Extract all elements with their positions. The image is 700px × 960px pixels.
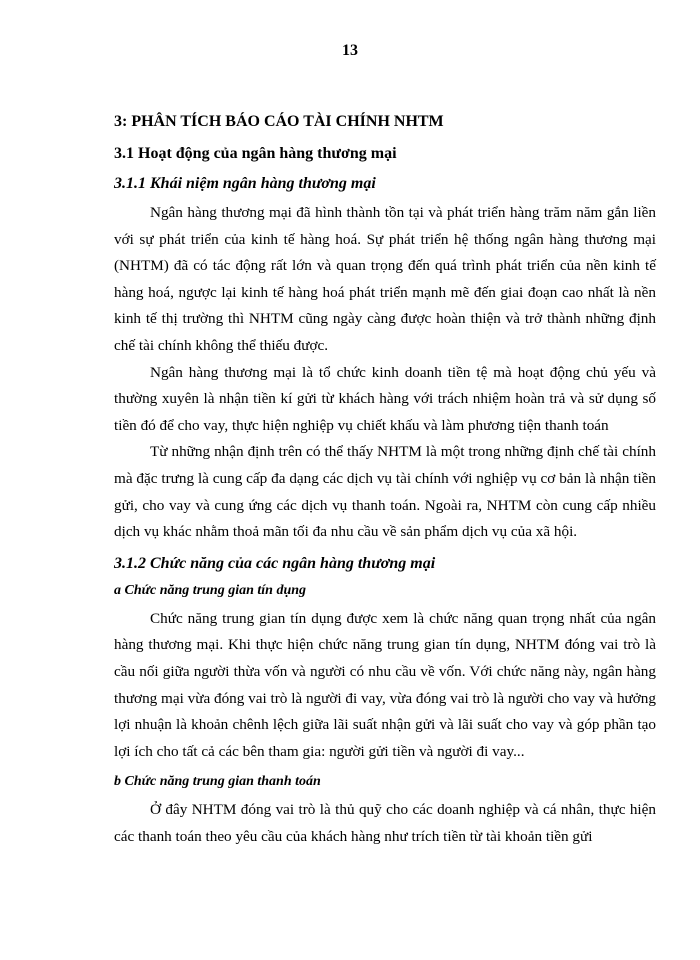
- paragraph: Ở đây NHTM đóng vai trò là thủ quỹ cho các doanh nghiệp và cá nhân, thực hiện các thanh toán theo yêu cầu của khách hàng như trích tiền từ tài khoản tiền gửi: [114, 801, 656, 845]
- paragraph: Chức năng trung gian tín dụng được xem là chức năng quan trọng nhất của ngân hàng thương mại. Khi thực hiện chức năng trung gian tín dụng, NHTM đóng vai trò là cầu nối giữa người thừa vốn và người có nhu cầu về vốn. Với chức năng này, ngân hàng thương mại vừa đóng vai trò là người đi vay, vừa đóng vai trò là người cho vay và hưởng lợi nhuận là khoản chênh lệch giữa lãi suất nhận gửi và lãi suất cho vay và góp phần tạo lợi ích cho tất cả các bên tham gia: người gửi tiền và người đi vay...: [114, 609, 656, 760]
- page-content: [114, 110, 656, 850]
- item-heading-a: a Chức năng trung gian tín dụng: [114, 582, 307, 598]
- subsection-heading-3-1-2: 3.1.2 Chức năng của các ngân hàng thương mại: [114, 554, 436, 572]
- chapter-heading: 3: PHÂN TÍCH BÁO CÁO TÀI CHÍNH NHTM: [114, 113, 444, 130]
- subsection-heading-3-1-1: 3.1.1 Khái niệm ngân hàng thương mại: [114, 175, 376, 192]
- item-heading-b: b Chức năng trung gian thanh toán: [114, 774, 321, 790]
- paragraph: Từ những nhận định trên có thể thấy NHTM là một trong những định chế tài chính mà đặc trưng là cung cấp đa dạng các dịch vụ tài chính với nghiệp vụ cơ bản là nhận tiền gửi, cho vay và cung ứng các dịch vụ thanh toán. Ngoài ra, NHTM còn cung cấp nhiều dịch vụ khác nhằm thoả mãn tối đa nhu cầu về sản phẩm dịch vụ của xã hội.: [114, 443, 656, 541]
- paragraph: Ngân hàng thương mại đã hình thành tồn tại và phát triển hàng trăm năm gắn liền với sự phát triển của kinh tế hàng hoá. Sự phát triển hệ thống ngân hàng thương mại (NHTM) đã có tác động rất lớn và quan trọng đến quá trình phát triển của nền kinh tế hàng hoá, ngược lại kinh tế hàng hoá phát triển mạnh mẽ đến giai đoạn cao nhất là nền kinh tế thị trường thì NHTM cũng ngày càng được hoàn thiện và trở thành những định chế tài chính không thể thiếu được.: [114, 204, 656, 354]
- page-number: 13: [342, 42, 358, 59]
- section-heading-3-1: 3.1 Hoạt động của ngân hàng thương mại: [114, 145, 397, 162]
- paragraph: Ngân hàng thương mại là tổ chức kinh doanh tiền tệ mà hoạt động chủ yếu và thường xuyên là nhận tiền kí gửi từ khách hàng với trách nhiệm hoàn trả và sử dụng số tiền đó để cho vay, thực hiện nghiệp vụ chiết khấu và làm phương tiện thanh toán: [114, 363, 656, 434]
